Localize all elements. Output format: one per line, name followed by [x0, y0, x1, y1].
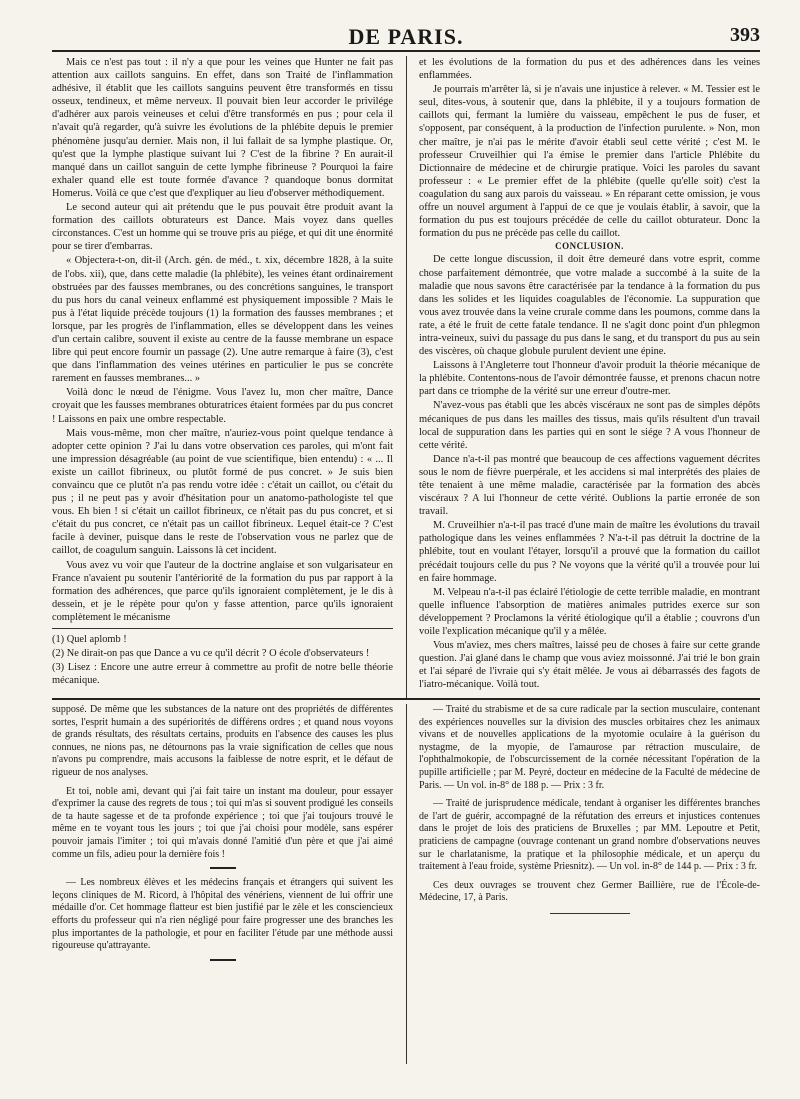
paragraph: Mais vous-même, mon cher maître, n'auriez-vous point quelque tendance à adopter cette opinion ? J'ai lu dans votre observation ces paroles, qui m'ont fait une impression désagréable (au point de vue scientifique, bien entendu) : « ... Il existe un caillot fibrineux, ou plutôt formé de pus concret. » Je suis bien convaincu que ce plutôt n'a pas rendu votre idée : c'était un caillot, ou c'était du pus ; il ne peut pas y avoir d'hésitation pour un anatomo-pathologiste tel que vous. Eh bien ! si c'était un caillot fibrineux, ce n'était pas du pus concret, et si c'était du pus concret, ce n'était pas un caillot fibrineux. Lequel était-ce ? C'est facile à deviner, puisque dans le reste de l'observation vous ne parlez que de caillot, de coagulum sanguin. Laissons là cet incident. [52, 427, 393, 557]
paragraph: Vous m'aviez, mes chers maîtres, laissé peu de choses à faire sur cette grande question. J'ai glané dans le champ que vous aviez moissonné. J'ai trié le bon grain et l'ai séparé de l'ivraie qui s'y était mêlée. Je vous ai débarrassés des fagots de l'iatro-mécanique. Voilà tout. [419, 640, 760, 691]
news-item: — Les nombreux élèves et les médecins français et étrangers qui suivent les leçons cliniques de M. Ricord, à l'hôpital des vénériens, viennent de lui offrir une médaille d'or. Cet hommage flatteur est bien justifié par le zèle et les consciencieux efforts du professeur qui n'a rien négligé pour faire progresser une des branches les plus importantes de la pathologie, et pour en faciliter l'étude par une méthode aussi rigoureuse qu'attrayante. [52, 877, 393, 952]
page-number: 393 [730, 24, 760, 46]
paragraph: Dance n'a-t-il pas montré que beaucoup de ces affections vaguement décrites sous le nom de fièvre puerpérale, et les accidens si mal interprétés des plaies de tête tenaient à une même maladie, caractérisée par la formation des abcès viscéraux ? A lui l'honneur de cette vérité. Oublions la partie erronée de son travail. [419, 453, 760, 518]
paragraph: M. Velpeau n'a-t-il pas éclairé l'étiologie de cette terrible maladie, en montrant quelle influence l'absorption de matières animales putrides exerce sur son développement ? Proclamons la vérité étiologique qu'il a établie ; couvrons d'un voile l'explication mécanique qu'il y a mêlée. [419, 586, 760, 638]
column-left [52, 56, 393, 698]
paragraph: M. Cruveilhier n'a-t-il pas tracé d'une main de maître les évolutions du travail pathologique dans les veines enflammées ? N'a-t-il pas détruit la doctrine de la phlébite, tout en voulant l'étayer, lorsqu'il a prouvé que la formation du caillot précédait toujours celle du pus ? Ne voyons que la vérité qu'il a trouvée pour lui en faire hommage. [419, 520, 760, 584]
paragraph: Mais ce n'est pas tout : il n'y a que pour les veines que Hunter ne fait pas attention aux caillots sanguins. En effet, dans son Traité de l'inflammation adhésive, il établit que les caillots sanguins peuvent être transformés en tissu osseux, tendineux, et même nerveux. Il pouvait bien leur accorder le privilége d'adhérer aux parois veineuses et celui d'être transformés en pus ; pour cela il n'avait qu'à regarder, qu'à suivre les évolutions de la phlébite depuis le premier phénomène jusqu'au dernier. Mais non, il lui fallait de sa lymphe plastique. Or, qu'est que la lymphe plastique suivant lui ? C'est de la fibrine ? En aurait-il manqué dans un caillot sanguin de cette lymphe fibrineuse ? Pourquoi la faire exhaler quand elle est toute formée d'avance ? quandoque bonus dormitat Homerus. Voilà ce que c'est que d'expliquer au lieu d'observer méthodiquement. [52, 57, 393, 199]
column-left-lower [52, 704, 393, 1064]
paragraph: « Objectera-t-on, dit-il (Arch. gén. de méd., t. xix, décembre 1828, à la suite de l'obs. xii), que, dans cette maladie (la phlébite), les veines étant ordinairement obstruées par des fausses membranes, ou des concrétions sanguines, le transport du pus hors du canal veineux enflammé est physiquement impossible ? Mais le pus à l'état liquide précède toujours (1) la formation des fausses membranes ; et lorsque, par les progrès de l'inflammation, elles se développent dans les veines d'un certain calibre, souvent il existe au centre de la fausse membrane un espace libre qui peut encore fournir un passage (2). Une autre remarque à faire (3), c'est que dans l'inflammation des veines utérines en particulier le pus se concrète rarement en fausses membranes... » [52, 255, 393, 385]
header-rule [52, 50, 760, 52]
footnotes [52, 628, 393, 687]
paragraph: Voilà donc le nœud de l'énigme. Vous l'avez lu, mon cher maître, Dance croyait que les fausses membranes obturatrices étaient formées par du pus concret ! Laissons en paix une ombre respectable. [52, 387, 393, 425]
separator [210, 959, 236, 961]
running-head: DE PARIS. [348, 24, 464, 49]
paragraph: supposé. De même que les substances de la nature ont des propriétés de différentes sortes, l'esprit humain a des supériorités de différens ordres ; et quand nous voyons de grands résultats, des résultats certains, produits en l'absence des causes les plus connues, ne nions pas, ne détournons pas la vraie signification de celles que nous n'avons pu comprendre, mais accusons la faiblesse de notre esprit, et le défaut de rigueur de nos analyses. [52, 704, 393, 778]
column-right-lower [419, 704, 760, 1064]
footnote: (3) Lisez : Encore une autre erreur à commettre au profit de notre belle théorie mécanique. [52, 662, 393, 687]
section-title: CONCLUSION. [555, 241, 624, 252]
paragraph: Je pourrais m'arrêter là, si je n'avais une injustice à relever. « M. Tessier est le seul, dites-vous, à soutenir que, dans la phlébite, il y a toujours formation de caillots qui, fermant la lumière du vaisseau, empêchent le pus de fuser, et s'opposent, par conséquent, à la production de l'infection purulente. » Non, mon cher maître, je n'ai pas le mérite d'avoir établi seul cette vérité ; c'est M. le professeur Cruveilhier qui l'a émise le premier dans l'article Phlébite du Dictionnaire de médecine et de chirurgie pratique. Voici les paroles du savant professeur : « Le premier effet de la phlébite (quelle qu'elle soit) c'est la coagulation du sang aux parois du vaisseau. » En réparant cette omission, je vous offre un nouvel argument à l'appui de ce que je voulais établir, à savoir, que la formation du pus est toujours précédée de celle du caillot obturateur. Donc la formation du pus ne précède pas celle du caillot. [419, 84, 760, 240]
footnote: (1) Quel aplomb ! [52, 634, 127, 646]
separator [210, 867, 236, 869]
paragraph: Vous avez vu voir que l'auteur de la doctrine anglaise et son vulgarisateur en France n'avaient pu soutenir l'antériorité de la formation du pus par rapport à la formation des adhérences, que parce qu'ils ignoraient complètement, je le dis à dessein, et je le répète pour qu'on y fasse attention, parce qu'ils ignoraient complètement le mécanisme [52, 559, 393, 623]
paragraph: Ces deux ouvrages se trouvent chez Germer Baillière, rue de l'École-de-Médecine, 17, à Paris. [419, 879, 760, 904]
section-rule [52, 698, 760, 700]
lower-section [52, 704, 760, 1064]
footnote: (2) Ne dirait-on pas que Dance a vu ce qu'il décrit ? O école d'observateurs ! [52, 648, 370, 660]
column-right [419, 56, 760, 698]
paragraph: Le second auteur qui ait prétendu que le pus pouvait être produit avant la formation des caillots obturateurs est Dance. Mais voyez dans quelles circonstances. C'est un homme qui se trouve pris au piége, et qui dit une énormité pour se tirer d'embarras. [52, 202, 393, 253]
paragraph: De cette longue discussion, il doit être demeuré dans votre esprit, comme chose parfaitement démontrée, que votre malade a succombé à la suite de la maladie que nous savons être caractérisée par la tendance à la formation du pus dans les solides et les liquides coagulables de l'économie. La suppuration que vous avez trouvée dans la veine crurale comme dans les poumons, comme dans la rate, a été le fruit de cette fatale tendance. Il ne s'agit donc point d'un phlegmon intra-veineux, suivi du passage du pus dans le sang, et du transport du pus au sein des viscères, où chaque globule purulent devient une épine. [419, 254, 760, 358]
column-divider [406, 704, 407, 1064]
page-header [52, 0, 760, 50]
separator [550, 913, 630, 914]
column-divider [406, 56, 407, 698]
book-notice: — Traité du strabisme et de sa cure radicale par la section musculaire, contenant des expériences nouvelles sur la division des muscles orbitaires chez les animaux vivans et de nouvelles applications de la myotomie oculaire à la guérison du nystagme, de la myopie, de l'amaurose par rétraction musculaire, de l'ophthalmokopie, de l'obscurcissement de la cornée nécessitant l'opération de la pupille artificielle ; par M. Peyré, docteur en médecine de la Faculté de médecine de Paris. — Un vol. in-8° de 188 p. — Prix : 3 fr. [419, 704, 760, 791]
book-notice: — Traité de jurisprudence médicale, tendant à organiser les différentes branches de l'art de guérir, accompagné de la réfutation des erreurs et injustices contenues dans le projet de lois des praticiens de Bruxelles ; par MM. Lepoutre et Petit, praticiens de campagne (ouvrage contenant un grand nombre d'observations neuves sur le charlatanisme, la pratique et la philosophie médicale, et un aperçu du traitement à l'eau froide, système Priesnitz). — Un vol. in-8° de 144 p. — Prix : 3 fr. [419, 798, 760, 873]
paragraph: Laissons à l'Angleterre tout l'honneur d'avoir produit la théorie mécanique de la phlébite. Contentons-nous de l'avoir démontrée fausse, et prenons chacun notre part dans ce triomphe de la vérité sur une erreur d'outre-mer. [419, 360, 760, 398]
upper-section [52, 56, 760, 698]
paragraph: Et toi, noble ami, devant qui j'ai fait taire un instant ma douleur, pour essayer d'exprimer la cause des regrets de tous ; toi qui m'as si souvent prodigué les conseils de ta haute sagesse et de ta profonde expérience ; toi que j'ai toujours trouvé le même en te voyant tous les jours ; toi que j'ai choisi pour modèle, sans espérer pouvoir jamais l'imiter ; toi qui m'avais donné l'amitié d'un père et que j'ai aimé comme un fils, adieu pour la dernière fois ! [52, 785, 393, 860]
paragraph: et les évolutions de la formation du pus et des adhérences dans les veines enflammées. [419, 57, 760, 82]
paragraph: N'avez-vous pas établi que les abcès viscéraux ne sont pas de simples dépôts mécaniques de pus dans les mailles des tissus, mais qu'ils résultent d'un travail local de suppuration dans les parties qui en sont le siége ? A vous l'honneur de cette vérité. [419, 400, 760, 451]
